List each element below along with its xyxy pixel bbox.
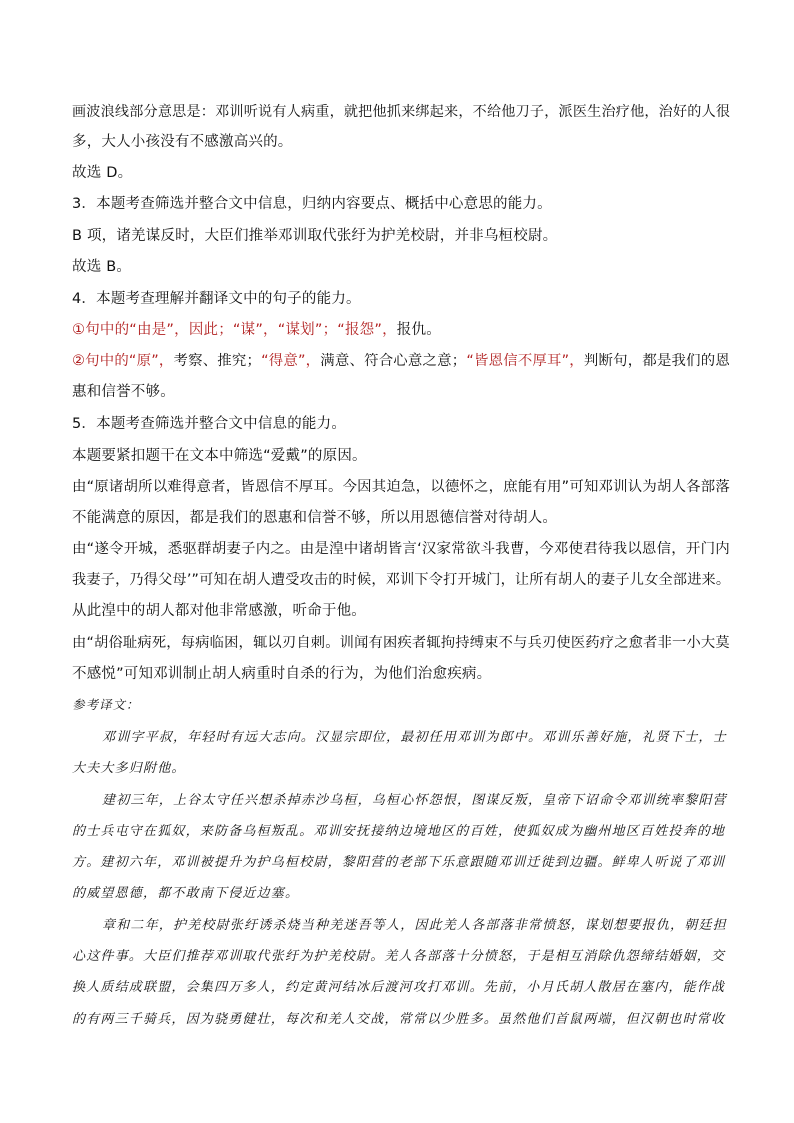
translation-line: 的有两三千骑兵，因为骁勇健壮，每次和羌人交战，常常以少胜多。虽然他们首鼠两端，但汉朝也时常收 — [72, 1012, 726, 1027]
plain-text: 考察、推究； — [173, 353, 262, 369]
translation-line: 章和二年，护羌校尉张纡诱杀烧当种羌迷吾等人，因此羌人各部落非常愤怒，谋划想要报仇，朝廷担 — [102, 918, 727, 933]
translation-line: 方。建初六年，邓训被提升为护乌桓校尉，黎阳营的老部下乐意跟随邓训迁徙到边疆。鲜卑人听说了邓训 — [72, 855, 726, 870]
question-5-line: 不感悦”可知邓训制止胡人病重时自杀的行为，为他们治愈疾病。 — [72, 666, 492, 682]
translation-line: 的士兵屯守在狐奴，来防备乌桓叛乱。邓训安抚接纳边境地区的百姓，使狐奴成为幽州地区百姓投奔的地 — [72, 824, 726, 839]
highlight-text: “得意”， — [261, 353, 321, 369]
question-5-line: 由“胡俗耻病死，每病临困，辄以刃自刺。训闻有困疾者辄拘持缚束不与兵刃使医药疗之愈者非一小大莫 — [72, 635, 730, 651]
question-5-line: 我妻子，乃得父母’”可知在胡人遭受攻击的时候，邓训下令打开城门，让所有胡人的妻子儿女全部进来。 — [72, 572, 731, 588]
answer-paragraph-line: 多，大人小孩没有不感激高兴的。 — [72, 134, 293, 150]
question-5-line: 从此湟中的胡人都对他非常感激，听命于他。 — [72, 603, 366, 619]
translation-line: 的威望恩德，都不敢南下侵近边塞。 — [72, 886, 300, 901]
question-5-line: 本题要紧扣题干在文本中筛选“爱戴”的原因。 — [72, 448, 367, 464]
question-4-point-1 — [72, 320, 441, 340]
answer-choice: 故选 D。 — [72, 165, 133, 181]
translation-line: 邓训字平叔，年轻时有远大志向。汉显宗即位，最初任用邓训为郎中。邓训乐善好施，礼贤下士，士 — [102, 730, 727, 745]
answer-paragraph-line: 画波浪线部分意思是：邓训听说有人病重，就把他抓来绑起来，不给他刀子，派医生治疗他，治好的人很 — [72, 104, 731, 120]
question-5-line: 不能满意的原因，都是我们的恩惠和信誉不够，所以用恩德信誉对待胡人。 — [72, 510, 558, 526]
highlight-text: “皆恩信不厚耳”， — [466, 353, 584, 369]
question-3-explanation: B 项，诸羌谋反时，大臣们推举邓训取代张纡为护羌校尉，并非乌桓校尉。 — [72, 228, 558, 244]
answer-choice: 故选 B。 — [72, 259, 132, 275]
question-4-point-2 — [72, 351, 730, 371]
translation-line: 建初三年，上谷太守任兴想杀掉赤沙乌桓，乌桓心怀怨恨，图谋反叛，皇帝下诏命令邓训统率黎阳营 — [102, 793, 727, 808]
translation-line: 心这件事。大臣们推荐邓训取代张纡为护羌校尉。羌人各部落十分愤怒，于是相互消除仇怨缔结婚姻，交 — [72, 949, 726, 964]
highlight-text: ①句中的“由是”，因此；“谋”，“谋划”；“报怨”， — [72, 322, 397, 338]
question-5-heading: 5．本题考查筛选并整合文中信息的能力。 — [72, 416, 347, 432]
question-5-line: 由“原诸胡所以难得意者，皆恩信不厚耳。今因其迫急，以德怀之，庶能有用”可知邓训认为胡人各部落 — [72, 479, 730, 495]
plain-text: 报仇。 — [396, 322, 441, 338]
plain-text: 判断句，都是我们的恩 — [583, 353, 730, 369]
translation-line: 换人质结成联盟，会集四万多人，约定黄河结冰后渡河攻打邓训。先前，小月氏胡人散居在塞内，能作战 — [72, 980, 726, 995]
question-4-heading: 4．本题考查理解并翻译文中的句子的能力。 — [72, 291, 361, 307]
highlight-text: ②句中的“原”， — [72, 353, 174, 369]
question-4-point-2-cont: 惠和信誉不够。 — [72, 384, 175, 400]
translation-line: 大夫大多归附他。 — [72, 761, 186, 776]
question-3-heading: 3．本题考查筛选并整合文中信息，归纳内容要点、概括中心意思的能力。 — [72, 196, 552, 212]
question-5-line: 由“遂令开城，悉驱群胡妻子内之。由是湟中诸胡皆言‘汉家常欲斗我曹，今邓使君待我以恩信，开门内 — [72, 541, 730, 557]
translation-title: 参考译文： — [72, 697, 140, 712]
plain-text: 满意、符合心意之意； — [320, 353, 467, 369]
